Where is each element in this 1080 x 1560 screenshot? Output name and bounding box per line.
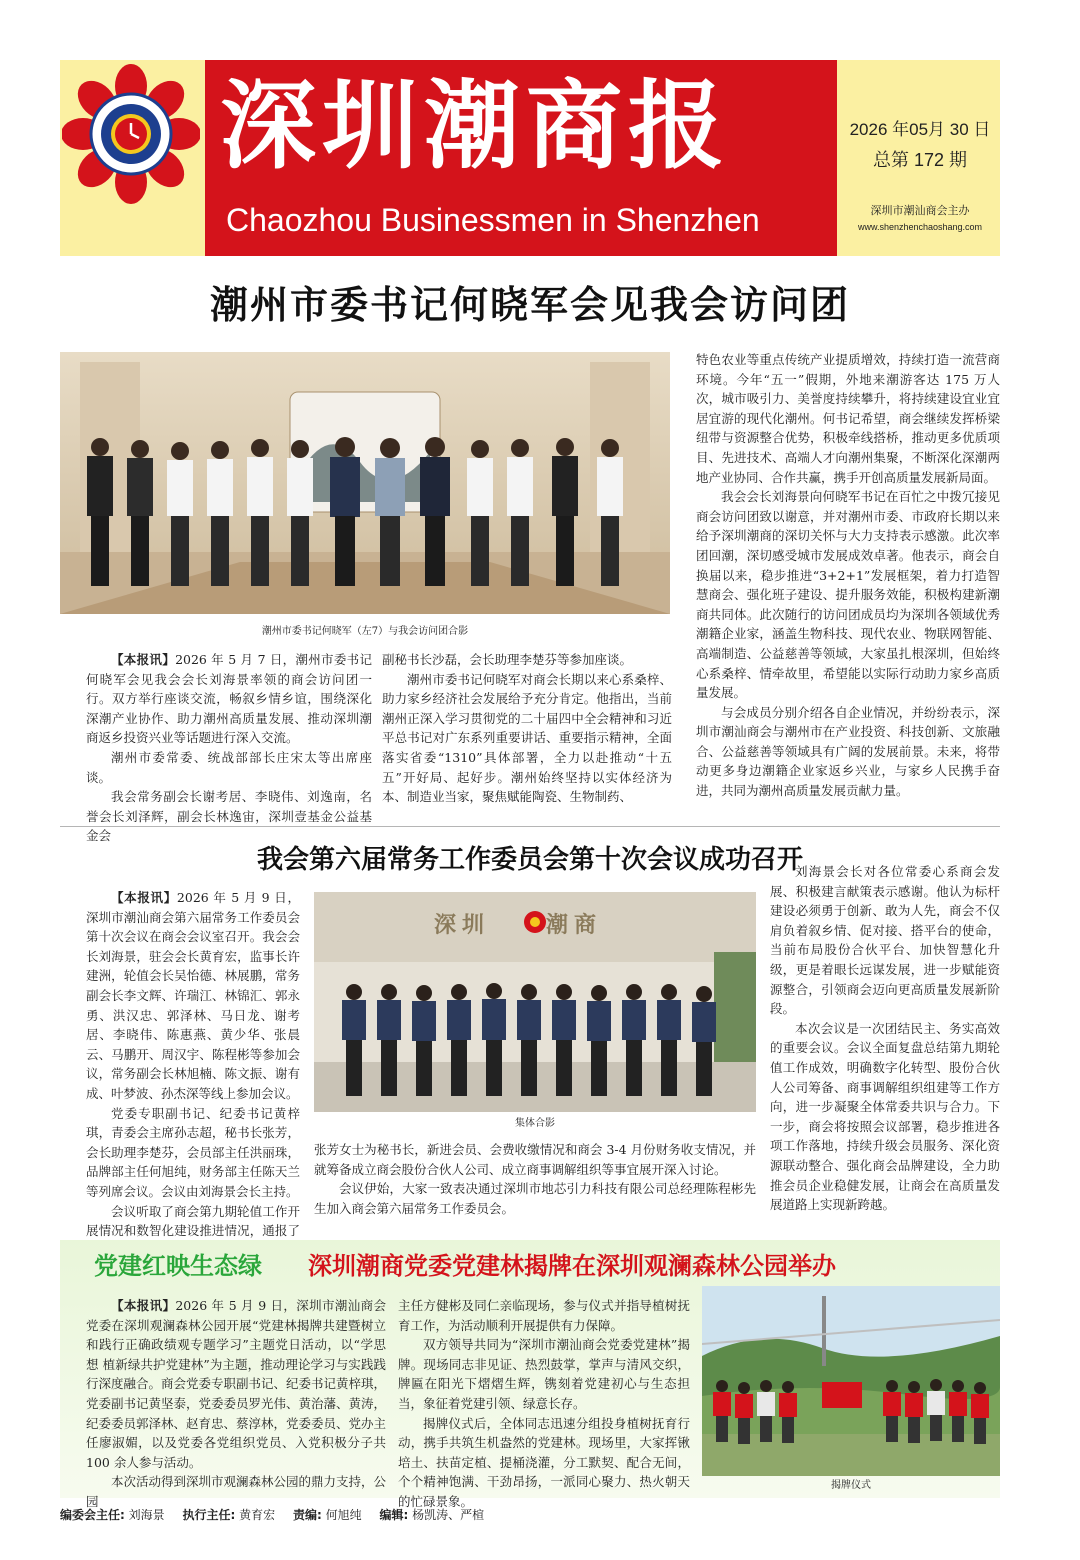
article1-paragraph: 我会会长刘海景向何晓军书记在百忙之中拨冗接见商会访问团致以谢意，并对潮州市委、市政府长期以来给予深圳潮商的深切关怀与大力支持表示感激。此次率团回潮，深切感受城市发展成效卓著。他表示，商会自换届以来，稳步推进“3+2+1”发展框架，着力打造智慧商会、强化班子建设、提升服务效能，积极构建新潮商共同体。此次随行的访问团成员均为深圳各领域优秀潮籍企业家，涵盖生物科技、现代农业、物联网智能、高端制造、公益慈善等领域，大家虽扎根深圳，但始终心系桑梓、情牵故里，希望能以实际行动助力家乡高质量发展。 <box>696 489 1000 701</box>
section-divider <box>60 826 1000 827</box>
article3-tag: 【本报讯】 <box>111 1298 176 1313</box>
article3-paragraph: 2026 年 5 月 9 日，深圳市潮汕商会党委在深圳观澜森林公园开展“党建林揭牌共建暨树立和践行正确政绩观专题学习”主题党日活动，以“学思想 植新绿共护党建林”为主题，推动理论学习与实践践行深度融合。商会党委专职副书记、纪委书记黄梓琪，党委副书记黄坚泰，党委委员罗光伟、黄治藩、黄涛，纪委委员郭泽林、赵育忠、蔡淳林，党委委员、党办主任廖淑媚，以及党委各党组织党员、入党积极分子共 100 余人参与活动。 <box>86 1298 387 1470</box>
article2-column-3 <box>770 862 1000 1215</box>
article1-paragraph: 我会常务副会长谢考居、李晓伟、刘逸南，名誉会长刘泽辉，副会长林逸宙，深圳壹基金公益基金会 <box>86 789 372 844</box>
article2-paragraph: 2026 年 5 月 9 日，深圳市潮汕商会第六届常务工作委员会第十次会议在商会会议室召开。我会会长刘海景，驻会会长黄育宏，监事长许建洲，轮值会长吴怡德、林展鹏，常务副会长李文辉、许瑞江、林锦汇、郭永勇、洪汉忠、郭泽林、马日龙、谢考居、李晓伟、陈惠燕、黄少华、张晨云、马鹏开、周汉宇、陈程彬等参加会议，常务副会长林旭楠、陈文振、谢有成、叶梦波、孙杰深等线上参加会议。 <box>86 890 300 1101</box>
article2-paragraph: 会议听取了商会第九期轮值工作开展情况和数智化建设推进情况，通报了 <box>86 1203 300 1239</box>
article3-paragraph: 揭牌仪式后，全体同志迅速分组投身植树抚育行动，携手共筑生机盎然的党建林。现场里，大家挥锹培土、扶苗定植、提桶浇灌，分工默契、配合无间，个个精神饱满、干劲昂扬，一派同心聚力、热火朝天的忙碌景象。 <box>398 1415 690 1509</box>
credit-value: 黄育宏 <box>239 1508 276 1522</box>
credit-label: 编辑: <box>379 1508 409 1522</box>
article1-paragraph: 特色农业等重点传统产业提质增效，持续打造一流营商环境。今年“五一”假期，外地来潮游客达 175 万人次，城市吸引力、美誉度持续攀升，将持续建设宜业宜居宜游的现代化潮州。何书记希望，商会继续发挥桥梁纽带与资源整合优势，积极牵线搭桥，推动更多优质项目、先进技术、高端人才向潮州集聚，不断深化深潮两地产业协同、合作共赢，携手开创高质量发展新局面。 <box>696 352 1000 485</box>
article3-paragraph: 主任方健彬及同仁亲临现场，参与仪式并指导植树抚育工作，为活动顺利开展提供有力保障。 <box>398 1298 690 1333</box>
photo-banner-text: 潮商 <box>546 913 603 938</box>
article1-tag: 【本报讯】 <box>111 652 176 667</box>
article1-column-2 <box>382 650 672 807</box>
article2-column-2 <box>314 1140 756 1218</box>
article1-headline: 潮州市委书记何晓军会见我会访问团 <box>209 283 850 327</box>
article1-paragraph: 副秘书长沙磊，会长助理李楚芬等参加座谈。 <box>382 652 633 667</box>
article1-column-3 <box>696 350 1000 801</box>
article3-paragraph: 双方领导共同为“深圳市潮汕商会党委党建林”揭牌。现场同志非见证、热烈鼓掌，掌声与清风交织，牌匾在阳光下熠熠生辉，镌刻着党建初心与生态担当，象征着党建引领、绿意长存。 <box>398 1337 690 1411</box>
article2-paragraph: 党委专职副书记、纪委书记黄梓琪，青委会主席孙志超，秘书长张芳，会长助理李楚芬，会员部主任洪丽珠，品牌部主任何旭纯，财务部主任陈天兰等列席会议。会议由刘海景会长主持。 <box>86 1105 300 1199</box>
logo-icon <box>62 64 200 204</box>
article3-photo-caption: 揭牌仪式 <box>831 1480 871 1491</box>
article3-column-1 <box>86 1296 386 1512</box>
article3-ceremony-photo <box>702 1286 1000 1476</box>
article2-paragraph: 会议伊始，大家一致表决通过深圳市地芯引力科技有限公司总经理陈程彬先生加入商会第六届常务工作委员会。 <box>314 1181 756 1216</box>
article2-paragraph: 本次会议是一次团结民主、务实高效的重要会议。会议全面复盘总结第九期轮值工作成效，明确数字化转型、股份合伙人公司筹备、商事调解组织组建等工作方向，进一步凝聚全体常委共识与合力。下一步，商会将按照会议部署，稳步推进各项工作落地，持续升级会员服务、深化资源联动整合、强化商会品牌建设，全力助推会员企业稳健发展，让商会在高质量发展道路上实现新跨越。 <box>770 1020 1000 1213</box>
issue-date: 2026 年05月 30 日 <box>849 120 991 139</box>
article2-headline: 我会第六届常务工作委员会第十次会议成功召开 <box>256 845 803 875</box>
newspaper-title: 深圳潮商报 <box>220 70 730 182</box>
article2-photo-caption: 集体合影 <box>515 1118 555 1129</box>
article2-tag: 【本报讯】 <box>111 890 177 905</box>
article2-paragraph: 张芳女士为秘书长，新进会员、会费收缴情况和商会 3-4 月份财务收支情况，并就筹备成立商会股份合伙人公司、成立商事调解组织等事宜展开深入讨论。 <box>314 1142 756 1177</box>
newspaper-title-english: Chaozhou Businessmen in Shenzhen <box>226 202 760 238</box>
article1-paragraph: 潮州市委常委、统战部部长庄宋太等出席座谈。 <box>86 749 372 785</box>
article2-column-1 <box>86 888 300 1260</box>
article2-paragraph: 刘海景会长对各位常委心系商会发展、积极建言献策表示感谢。他认为标杆建设必须勇于创新、敢为人先，商会不仅肩负着叙乡情、促对接、搭平台的使命，当前布局股份合伙平台、加快智慧化升级，更是着眼长远谋发展，进一步赋能资源整合，引领商会迈向更高质量发展新阶段。 <box>770 864 1000 1017</box>
photo-banner-text: 深圳 <box>434 913 491 938</box>
article2-group-photo <box>314 892 756 1112</box>
credit-label: 责编: <box>292 1508 322 1522</box>
credit-value: 何旭纯 <box>325 1508 362 1522</box>
article3-headline-right: 深圳潮商党委党建林揭牌在深圳观澜森林公园举办 <box>308 1252 836 1280</box>
article3-headline-left: 党建红映生态绿 <box>94 1252 262 1280</box>
website-link[interactable]: www.shenzhenchaoshang.com <box>857 222 983 232</box>
article1-paragraph: 与会成员分别介绍各自企业情况，并纷纷表示，深圳市潮汕商会与潮州市在产业投资、科技创新、文旅融合、公益慈善等领域具有广阔的发展前景。未来，将带动更多身边潮籍企业家返乡兴业，与家乡人民携手奋进，共同为潮州高质量发展贡献力量。 <box>696 704 1000 799</box>
article1-column-1 <box>86 650 372 846</box>
article1-group-photo <box>60 352 670 614</box>
credit-label: 编委会主任: <box>60 1508 125 1522</box>
article3-paragraph: 本次活动得到深圳市观澜森林公园的鼎力支持，公园 <box>86 1474 387 1509</box>
article1-paragraph: 潮州市委书记何晓军对商会长期以来心系桑梓、助力家乡经济社会发展给予充分肯定。他指出，当前潮州正深入学习贯彻党的二十届四中全会精神和习近平总书记对广东系列重要讲话、重要指示精神，全面落实省委“1310”具体部署，全力以赴推动“十五五”开好局、起好步。潮州始终坚持以实体经济为本、制造业当家，聚焦赋能陶瓷、生物制药、 <box>382 671 672 805</box>
publisher: 深圳市潮汕商会主办 <box>870 205 970 217</box>
credit-label: 执行主任: <box>182 1508 236 1522</box>
credit-value: 杨凯涛、严楦 <box>412 1508 485 1522</box>
editorial-credits <box>60 1504 1000 1526</box>
article3-column-2 <box>398 1296 690 1512</box>
credit-value: 刘海景 <box>128 1508 165 1522</box>
issue-number: 总第 172 期 <box>872 150 968 170</box>
article1-photo-caption: 潮州市委书记何晓军（左7）与我会访问团合影 <box>261 626 469 637</box>
article1-paragraph: 2026 年 5 月 7 日，潮州市委书记何晓军会见我会会长刘海景率领的商会访问团一行。双方举行座谈交流，畅叙乡情乡谊，围绕深化深潮产业协作、助力潮州高质量发展、推动深圳潮商返乡投资兴业等话题进行深入交流。 <box>86 652 372 746</box>
